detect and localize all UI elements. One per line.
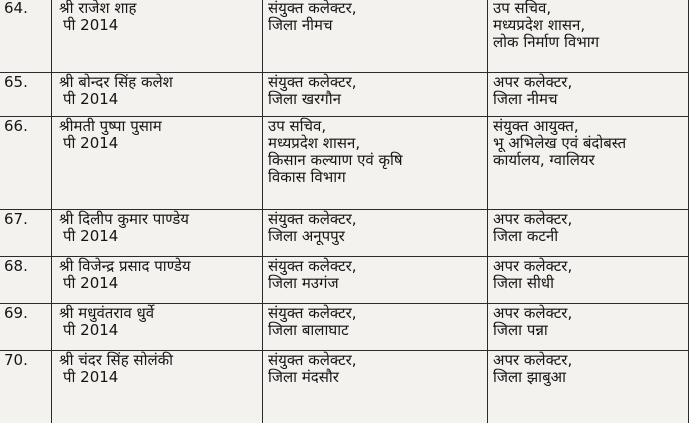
current-posting-line: मध्यप्रदेश शासन, — [268, 134, 361, 152]
serial-number-cell — [0, 304, 52, 351]
officer-name-cell — [52, 351, 263, 423]
serial-number: 68. — [4, 257, 28, 275]
new-posting-line: उप सचिव, — [493, 0, 552, 17]
current-posting-line: जिला खरगौन — [268, 90, 341, 108]
current-posting-cell — [263, 351, 488, 423]
current-posting-line: जिला मंदसौर — [268, 368, 339, 386]
new-posting-cell — [488, 351, 689, 423]
table-row — [0, 304, 689, 351]
officer-name-cell — [52, 0, 263, 73]
new-posting-line: संयुक्त आयुक्त, — [493, 117, 579, 135]
serial-number-cell — [0, 0, 52, 73]
new-posting-cell — [488, 304, 689, 351]
officer-name: श्रीमती पुष्पा पुसाम — [59, 117, 162, 135]
table-row — [0, 117, 689, 210]
officer-name: श्री राजेश शाह — [59, 0, 137, 17]
current-posting-line: संयुक्त कलेक्टर, — [268, 210, 357, 228]
current-posting-line: संयुक्त कलेक्टर, — [268, 304, 357, 322]
new-posting-cell — [488, 0, 689, 73]
current-posting-line: संयुक्त कलेक्टर, — [268, 257, 357, 275]
new-posting-line: जिला झाबुआ — [493, 368, 566, 386]
serial-number-cell — [0, 257, 52, 304]
current-posting-cell — [263, 257, 488, 304]
current-posting-line: जिला अनूपपुर — [268, 227, 345, 245]
new-posting-line: भू अभिलेख एवं बंदोबस्त — [493, 134, 627, 152]
table-row — [0, 257, 689, 304]
officer-batch: पी 2014 — [63, 321, 119, 339]
table-row — [0, 73, 689, 117]
serial-number-cell — [0, 210, 52, 257]
officer-name-cell — [52, 210, 263, 257]
current-posting-cell — [263, 0, 488, 73]
serial-number: 70. — [4, 351, 28, 369]
serial-number-cell — [0, 73, 52, 117]
current-posting-cell — [263, 73, 488, 117]
officer-name: श्री विजेन्द्र प्रसाद पाण्डेय — [59, 257, 191, 275]
officer-batch: पी 2014 — [63, 134, 119, 152]
new-posting-line: अपर कलेक्टर, — [493, 210, 573, 228]
serial-number: 64. — [4, 0, 28, 17]
serial-number: 67. — [4, 210, 28, 228]
new-posting-line: जिला नीमच — [493, 90, 558, 108]
new-posting-line: जिला सीधी — [493, 274, 554, 292]
new-posting-cell — [488, 210, 689, 257]
table-row — [0, 0, 689, 73]
officer-name: श्री मधुवंतराव धुर्वे — [59, 304, 155, 322]
new-posting-cell — [488, 73, 689, 117]
current-posting-line: संयुक्त कलेक्टर, — [268, 73, 357, 91]
new-posting-cell — [488, 257, 689, 304]
officer-batch: पी 2014 — [63, 227, 119, 245]
current-posting-line: विकास विभाग — [268, 168, 346, 186]
current-posting-line: जिला बालाघाट — [268, 321, 349, 339]
current-posting-cell — [263, 304, 488, 351]
current-posting-cell — [263, 210, 488, 257]
officer-name-cell — [52, 257, 263, 304]
officer-name: श्री चंदर सिंह सोलंकी — [59, 351, 174, 369]
current-posting-line: किसान कल्याण एवं कृषि — [268, 151, 403, 169]
new-posting-line: जिला कटनी — [493, 227, 559, 245]
serial-number: 66. — [4, 117, 28, 135]
officer-name: श्री बोन्दर सिंह कलेश — [59, 73, 173, 91]
new-posting-line: जिला पन्ना — [493, 321, 548, 339]
current-posting-line: संयुक्त कलेक्टर, — [268, 0, 357, 17]
table-row — [0, 351, 689, 423]
table-row — [0, 210, 689, 257]
officer-name-cell — [52, 73, 263, 117]
serial-number-cell — [0, 117, 52, 210]
officer-batch: पी 2014 — [63, 368, 119, 386]
new-posting-line: कार्यालय, ग्वालियर — [493, 151, 595, 169]
officer-batch: पी 2014 — [63, 16, 119, 34]
current-posting-line: जिला नीमच — [268, 16, 333, 34]
current-posting-line: उप सचिव, — [268, 117, 327, 135]
officer-name-cell — [52, 117, 263, 210]
serial-number-cell — [0, 351, 52, 423]
serial-number: 69. — [4, 304, 28, 322]
new-posting-line: मध्यप्रदेश शासन, — [493, 16, 586, 34]
officer-batch: पी 2014 — [63, 90, 119, 108]
new-posting-cell — [488, 117, 689, 210]
new-posting-line: अपर कलेक्टर, — [493, 257, 573, 275]
new-posting-line: अपर कलेक्टर, — [493, 304, 573, 322]
officer-name: श्री दिलीप कुमार पाण्डेय — [59, 210, 189, 228]
officer-name-cell — [52, 304, 263, 351]
current-posting-line: संयुक्त कलेक्टर, — [268, 351, 357, 369]
new-posting-line: अपर कलेक्टर, — [493, 73, 573, 91]
new-posting-line: अपर कलेक्टर, — [493, 351, 573, 369]
new-posting-line: लोक निर्माण विभाग — [493, 33, 600, 51]
serial-number: 65. — [4, 73, 28, 91]
current-posting-cell — [263, 117, 488, 210]
current-posting-line: जिला मउगंज — [268, 274, 339, 292]
officer-batch: पी 2014 — [63, 274, 119, 292]
